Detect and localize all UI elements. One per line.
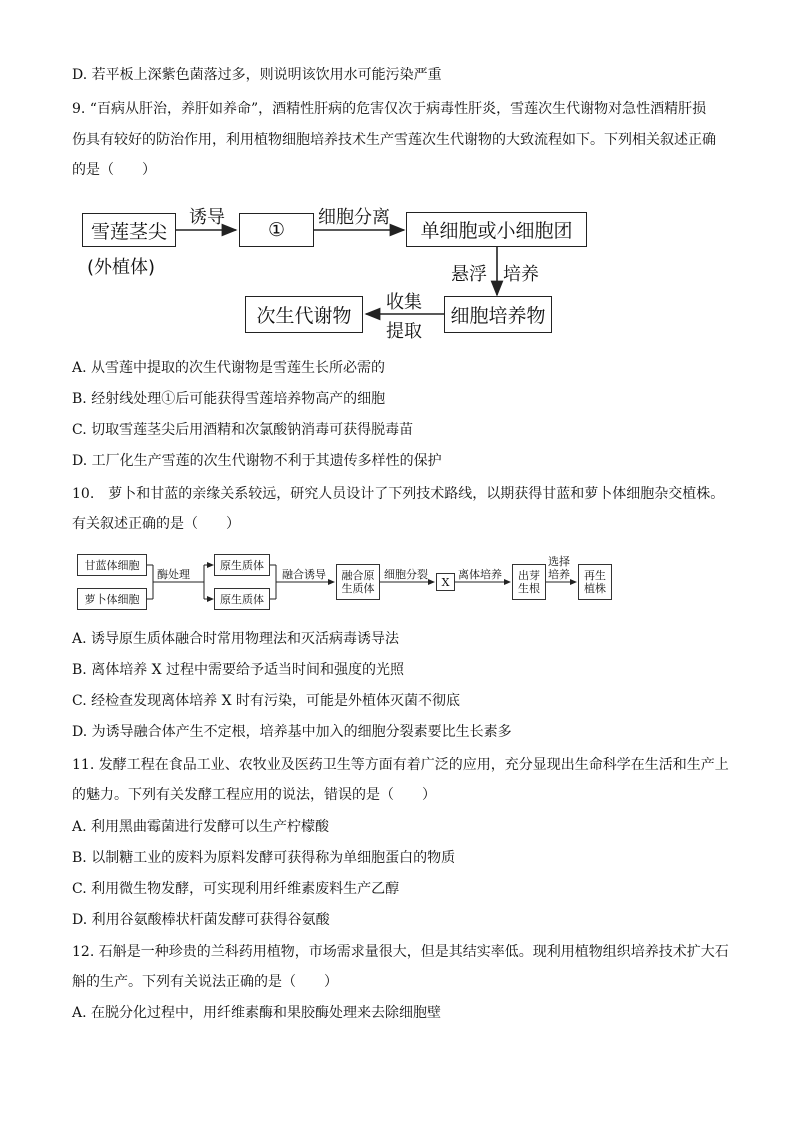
q11-option-b: B. 以制糖工业的废料为原料发酵可获得称为单细胞蛋白的物质 xyxy=(72,850,456,866)
q10-stem-line-2: 有关叙述正确的是（ ） xyxy=(72,516,240,532)
q10-option-b: B. 离体培养 X 过程中需要给予适当时间和强度的光照 xyxy=(72,662,405,678)
box-explant: 雪莲茎尖 xyxy=(82,213,176,247)
q10-option-c: C. 经检查发现离体培养 X 时有污染，可能是外植体灭菌不彻底 xyxy=(72,693,460,709)
q11-option-d: D. 利用谷氨酸棒状杆菌发酵可获得谷氨酸 xyxy=(72,912,330,928)
box-x: X xyxy=(436,573,455,591)
regen-line-2: 植株 xyxy=(584,582,606,595)
box-sprout-root xyxy=(512,564,546,600)
q9-option-b: B. 经射线处理①后可能获得雪莲培养物高产的细胞 xyxy=(72,391,386,407)
explant-note: (外植体) xyxy=(87,257,156,278)
q9-stem-line-3: 的是（ ） xyxy=(72,162,156,178)
q8-option-d: D. 若平板上深紫色菌落过多，则说明该饮用水可能污染严重 xyxy=(72,67,442,83)
box-regenerated-plant xyxy=(578,564,612,600)
regen-line-1: 再生 xyxy=(584,569,606,582)
box-cabbage-cell: 甘蓝体细胞 xyxy=(77,554,147,576)
label-cell-division: 细胞分裂 xyxy=(384,568,428,581)
label-induce: 诱导 xyxy=(189,207,225,228)
label-suspension: 悬浮 xyxy=(451,264,487,285)
box-secondary-metabolite: 次生代谢物 xyxy=(245,296,363,333)
box-cell-culture: 细胞培养物 xyxy=(444,296,552,333)
q9-option-c: C. 切取雪莲茎尖后用酒精和次氯酸钠消毒可获得脱毒苗 xyxy=(72,422,414,438)
q9-stem-line-2: 伤具有较好的防治作用，利用植物细胞培养技术生产雪莲次生代谢物的大致流程如下。下列相关叙述正确 xyxy=(72,132,716,148)
fused-line-1: 融合原 xyxy=(341,569,375,582)
label-culture: 培养 xyxy=(503,264,539,285)
q9-option-d: D. 工厂化生产雪莲的次生代谢物不利于其遗传多样性的保护 xyxy=(72,453,442,469)
q11-stem-line-1: 11. 发酵工程在食品工业、农牧业及医药卫生等方面有着广泛的应用，充分显现出生命科学在生活和生产上 xyxy=(72,757,729,773)
q9-stem-line-1: 9. “百病从肝治，养肝如养命”，酒精性肝病的危害仅次于病毒性肝炎，雪莲次生代谢物对急性酒精肝损 xyxy=(72,101,707,117)
label-fusion-induction: 融合诱导 xyxy=(282,568,326,581)
label-culture-2: 培养 xyxy=(548,568,570,581)
label-select: 选择 xyxy=(548,555,570,568)
box-protoplast-2: 原生质体 xyxy=(214,588,270,610)
label-enzyme-treatment: 酶处理 xyxy=(157,568,190,581)
label-isolated-culture: 离体培养 xyxy=(458,568,502,581)
sprout-line-2: 生根 xyxy=(518,582,540,595)
q12-stem-line-1: 12. 石斛是一种珍贵的兰科药用植物，市场需求量很大，但是其结实率低。现利用植物组织培养技术扩大石 xyxy=(72,944,729,960)
q10-option-a: A. 诱导原生质体融合时常用物理法和灭活病毒诱导法 xyxy=(72,631,400,647)
q10-option-d: D. 为诱导融合体产生不定根，培养基中加入的细胞分裂素要比生长素多 xyxy=(72,724,512,740)
box-step-1: ① xyxy=(239,213,314,247)
box-radish-cell: 萝卜体细胞 xyxy=(77,588,147,610)
q11-option-a: A. 利用黑曲霉菌进行发酵可以生产柠檬酸 xyxy=(72,819,330,835)
q10-stem-line-1: 10. 萝卜和甘蓝的亲缘关系较远，研究人员设计了下列技术路线，以期获得甘蓝和萝卜体细胞杂交植株。 xyxy=(72,486,725,502)
box-protoplast-1: 原生质体 xyxy=(214,554,270,576)
q12-stem-line-2: 斛的生产。下列有关说法正确的是（ ） xyxy=(72,974,338,990)
label-cell-separation: 细胞分离 xyxy=(318,207,390,228)
q9-option-a: A. 从雪莲中提取的次生代谢物是雪莲生长所必需的 xyxy=(72,360,386,376)
q11-stem-line-2: 的魅力。下列有关发酵工程应用的说法，错误的是（ ） xyxy=(72,787,436,803)
fused-line-2: 生质体 xyxy=(341,582,375,595)
label-extract: 提取 xyxy=(386,321,422,342)
sprout-line-1: 出芽 xyxy=(518,569,540,582)
q11-option-c: C. 利用微生物发酵，可实现利用纤维素废料生产乙醇 xyxy=(72,881,400,897)
q12-option-a: A. 在脱分化过程中，用纤维素酶和果胶酶处理来去除细胞壁 xyxy=(72,1005,442,1021)
box-fused-protoplast xyxy=(336,564,380,600)
label-collect: 收集 xyxy=(386,292,422,313)
box-single-cells: 单细胞或小细胞团 xyxy=(406,212,587,247)
